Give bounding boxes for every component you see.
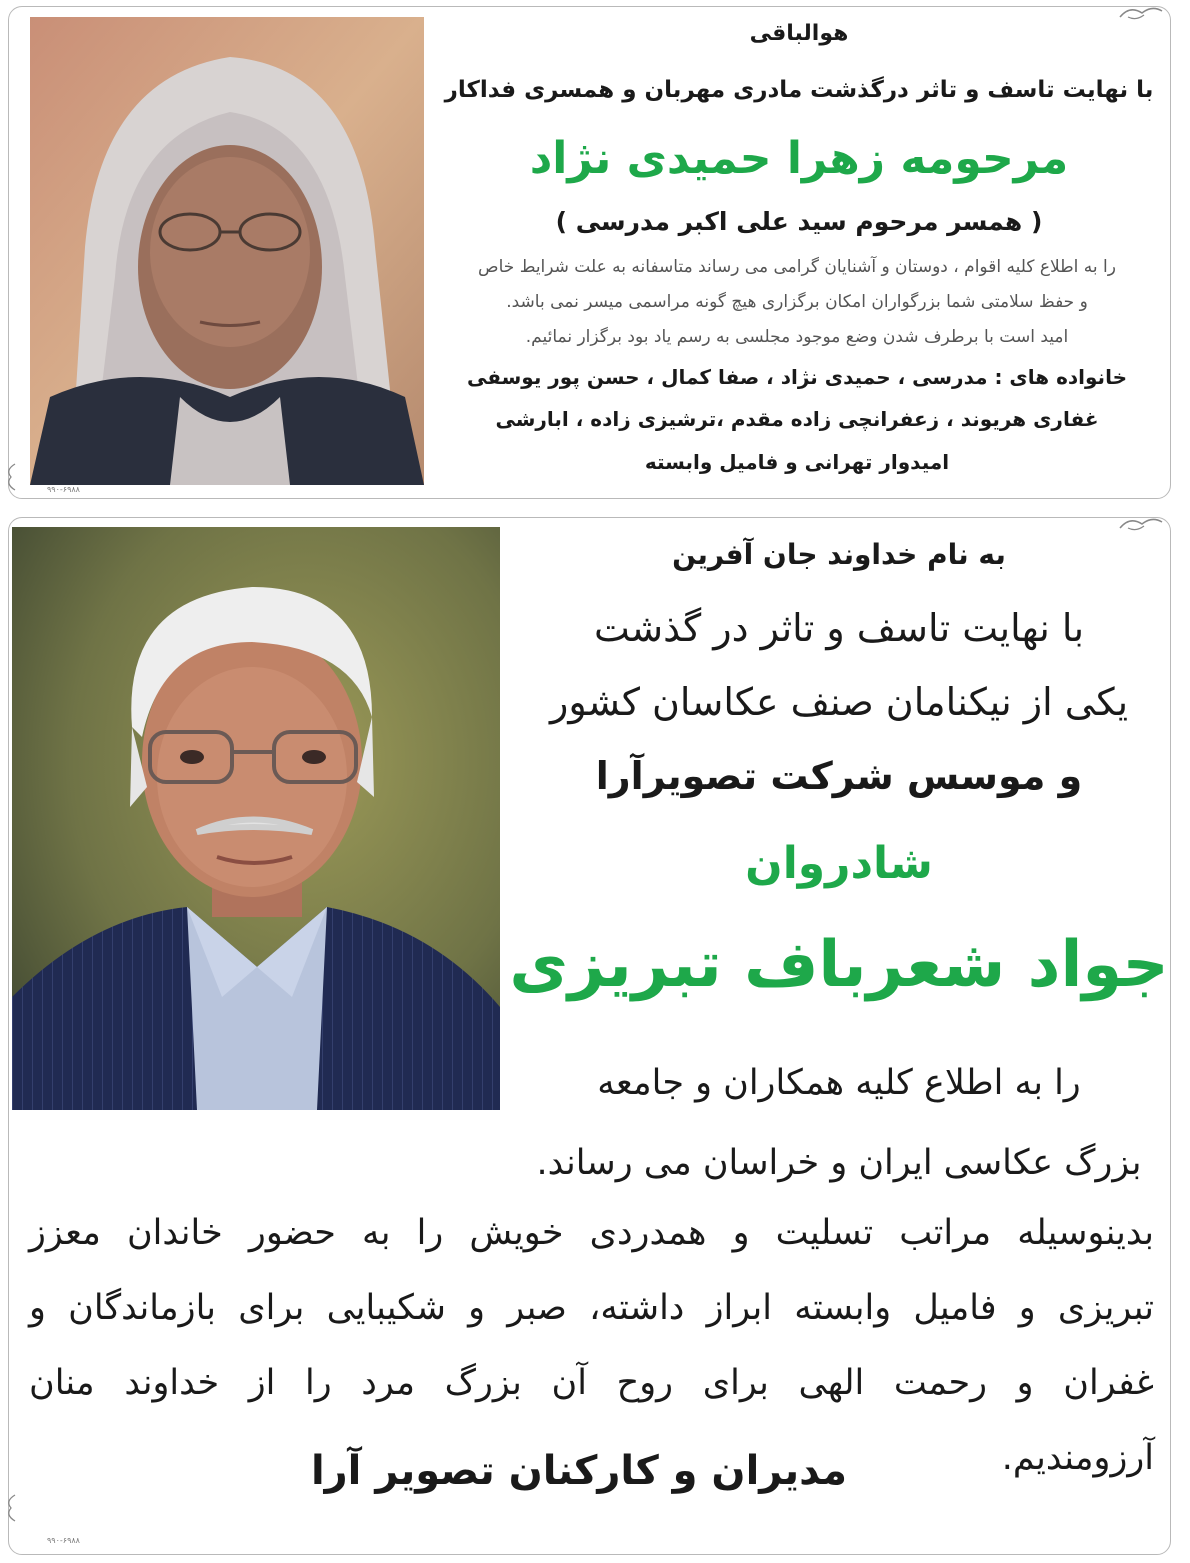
obituary-notice-2	[8, 517, 1171, 1555]
corner-ornament-icon	[3, 1493, 17, 1523]
notice1-intro: با نهایت تاسف و تاثر درگذشت مادری مهربان و همسری فداکار	[444, 77, 1154, 103]
notice2-intro-line: یکی از نیکنامان صنف عکاسان کشور	[549, 680, 1129, 724]
notice2-header: به نام خداوند جان آفرین	[672, 538, 1006, 571]
notice1-body-line: را به اطلاع کلیه اقوام ، دوستان و آشنایان گرامی می رساند متاسفانه به علت شرایط خاص	[478, 257, 1116, 277]
notice1-family-line: امیدوار تهرانی و فامیل وابسته	[644, 450, 950, 474]
notice2-announce-line: بزرگ عکاسی ایران و خراسان می رساند.	[536, 1143, 1142, 1183]
notice2-announce-line: را به اطلاع کلیه همکاران و جامعه	[597, 1063, 1081, 1103]
notice1-deceased-name: مرحومه زهرا حمیدی نژاد	[529, 133, 1069, 184]
notice1-family-line: خانواده های : مدرسی ، حمیدی نژاد ، صفا کمال ، حسن پور یوسفی	[466, 365, 1127, 389]
notice2-intro-line: و موسس شرکت تصویرآرا	[595, 754, 1083, 798]
deceased-portrait-zahra	[30, 17, 424, 485]
notice2-deceased-name: جواد شعرباف تبریزی	[509, 928, 1169, 1002]
notice1-spouse: ( همسر مرحوم سید علی اکبر مدرسی )	[555, 207, 1043, 236]
floral-ornament-icon	[1118, 3, 1164, 23]
notice2-title: شادروان	[745, 838, 933, 889]
notice1-body-line: و حفظ سلامتی شما بزرگواران امکان برگزاری هیچ گونه مراسمی میسر نمی باشد.	[506, 292, 1088, 312]
notice1-body-line: امید است با برطرف شدن وضع موجود مجلسی به رسم یاد بود برگزار نمائیم.	[525, 327, 1069, 347]
floral-ornament-icon	[1118, 514, 1164, 534]
notice2-signature: مدیران و کارکنان تصویر آرا	[310, 1448, 848, 1494]
notice1-header: هوالباقی	[749, 21, 849, 46]
corner-ornament-icon	[3, 462, 17, 492]
deceased-portrait-javad	[12, 527, 500, 1110]
notice1-ad-code: ۹۹۰-۶۹۸۸	[47, 485, 80, 494]
notice2-intro-line: با نهایت تاسف و تاثر در گذشت	[593, 606, 1085, 650]
notice2-condolence-line: تبریزی و فامیل وابسته ابراز داشته، صبر و شکیبایی برای بازماندگان و	[29, 1288, 1154, 1328]
notice2-condolence-line: غفران و رحمت الهی برای روح آن بزرگ مرد را از خداوند منان	[29, 1363, 1154, 1403]
obituary-notice-1	[8, 6, 1171, 499]
notice2-condolence-line: بدینوسیله مراتب تسلیت و همدردی خویش را به حضور خاندان معزز	[29, 1213, 1154, 1253]
notice2-ad-code: ۹۹۰-۶۹۸۸	[47, 1536, 80, 1545]
notice1-family-line: غفاری هریوند ، زعفرانچی زاده مقدم ،ترشیزی زاده ، ابارشی	[495, 407, 1099, 431]
notice2-condolence-line: آرزومندیم.	[1001, 1438, 1154, 1478]
